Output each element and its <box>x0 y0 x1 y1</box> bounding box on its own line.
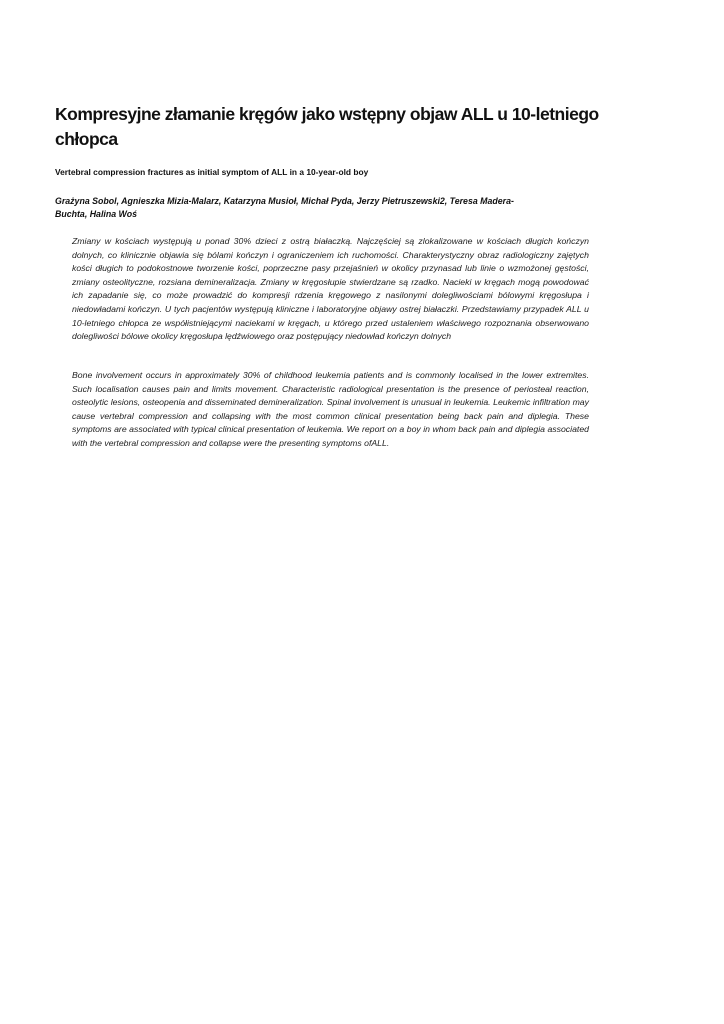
abstract-polish: Zmiany w kościach występują u ponad 30% dzieci z ostrą białaczką. Najczęściej są zlokalizowane w kościach długich kończyn dolnych, co klinicznie objawia się bólami kończyn i ograniczeniem ich ruchomości. Charakterystyczny obraz radiologiczny zajętych kości długich to podokostnowe tworzenie kości, poprzeczne pasy przejaśnień w okolicy przynasad lub linie o wzmożonej gęstości, zmiany osteolityczne, rozsiana demineralizacja. Zmiany w kręgosłupie stwierdzane są rzadko. Nacieki w kręgach mogą powodować ich zapadanie się, co może prowadzić do kompresji rdzenia kręgowego z nasilonymi dolegliwościami bólowymi kręgosłupa i niedowładami kończyn. U tych pacjentów występują kliniczne i laboratoryjne objawy ostrej białaczki. Przedstawiamy przypadek ALL u 10-letniego chłopca ze współistniejącymi naciekami w kręgach, u którego przed ustaleniem właściwego rozpoznania obserwowano dolegliwości bólowe okolicy kręgosłupa lędźwiowego oraz postępujący niedowład kończyn dolnych <box>72 236 589 342</box>
abstract-english: Bone involvement occurs in approximately 30% of childhood leukemia patients and is commonly localised in the lower extremites. Such localisation causes pain and limits movement. Characteristic radiological presentation is the presence of periosteal reaction, osteolytic lesions, osteopenia and disseminated demineralization. Spinal involvement is unusual in leukemia. Leukemic infiltration may cause vertebral compression and collapsing with the most common clinical presentation being back pain and diplegia. These symptoms are associated with typical clinical presentation of leukemia. We report on a boy in whom back pain and diplegia associated with the vertebral compression and collapse were the presenting symptoms ofALL. <box>72 370 589 448</box>
author-list: Grażyna Sobol, Agnieszka Mizia-Malarz, Katarzyna Musioł, Michał Pyda, Jerzy Pietruszewski2, Teresa Madera-Buchta, Halina Woś <box>55 196 514 219</box>
paper-subtitle-english: Vertebral compression fractures as initial symptom of ALL in a 10-year-old boy <box>55 167 369 177</box>
paper-title: Kompresyjne złamanie kręgów jako wstępny objaw ALL u 10-letniego chłopca <box>55 104 599 149</box>
